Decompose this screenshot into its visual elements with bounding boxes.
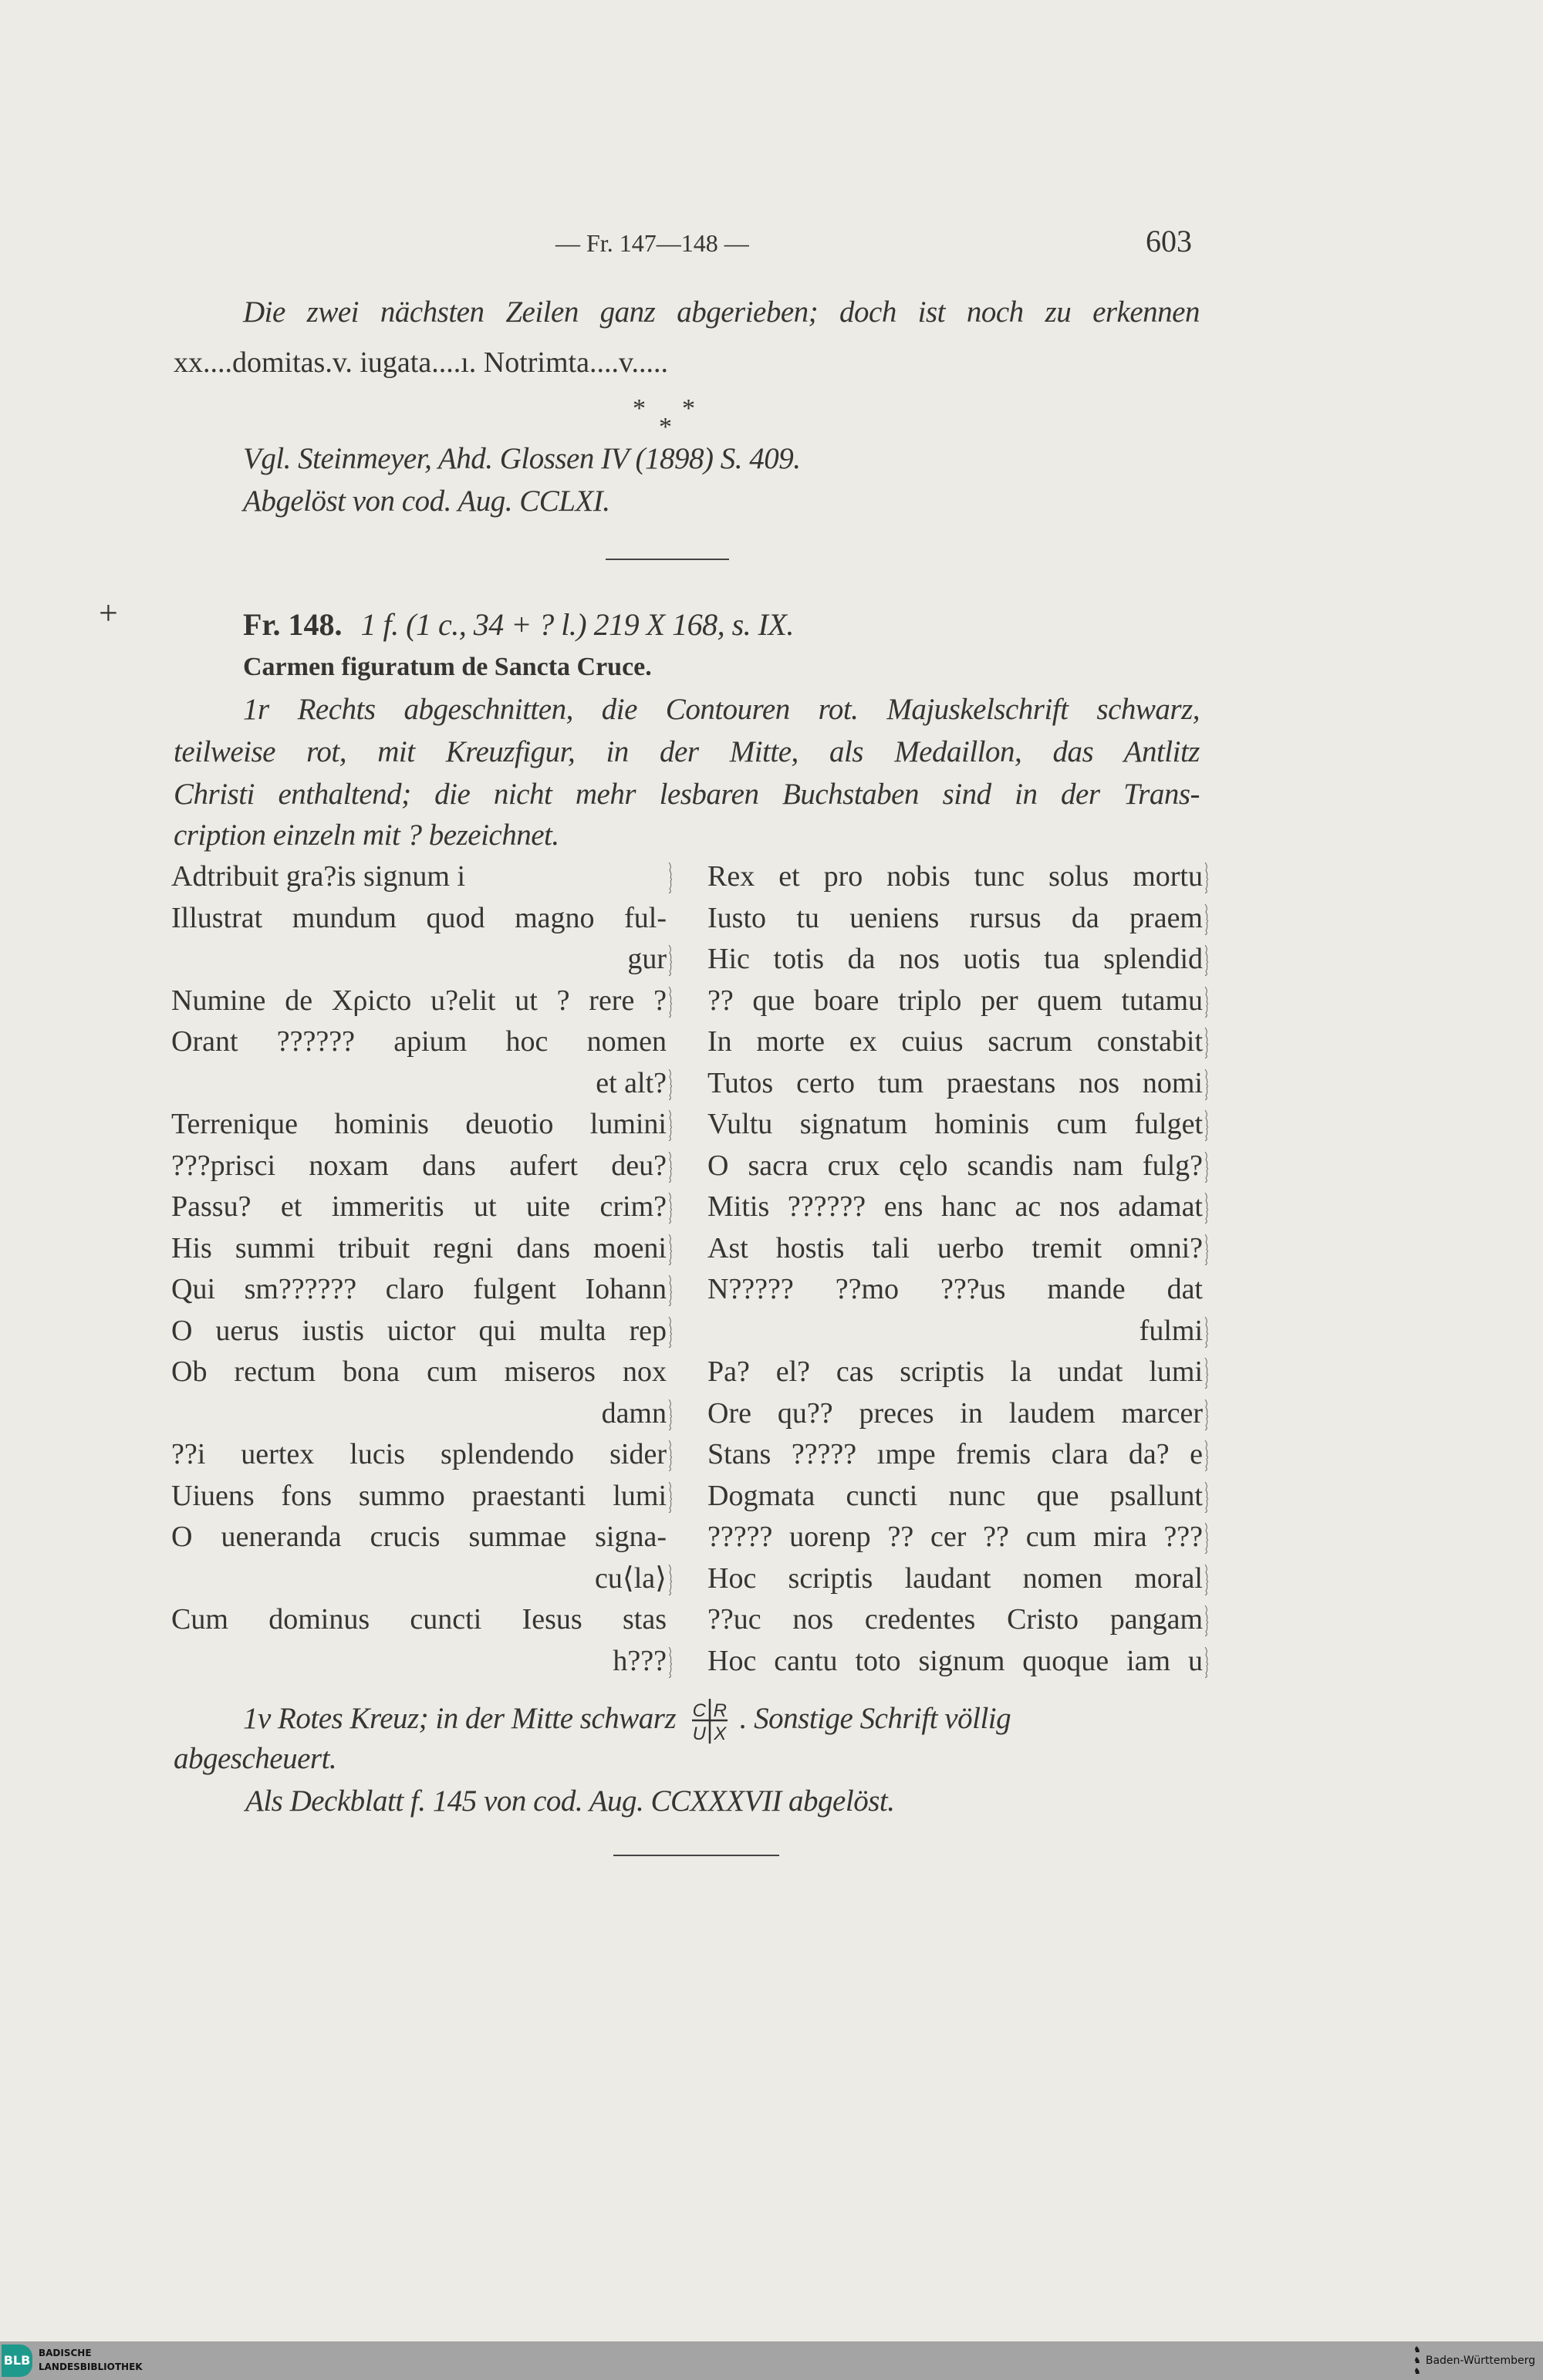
page-number: 603	[1146, 224, 1192, 258]
verso-text: 1v Rotes Kreuz; in der Mitte schwarz	[243, 1702, 677, 1735]
monogram-letter: R	[713, 1700, 727, 1721]
verse-line	[171, 1311, 673, 1352]
verse-line	[171, 981, 673, 1022]
verse-text: Hic totis da nos uotis tua splendid	[707, 943, 1203, 975]
cut-edge-brace-icon	[1204, 1565, 1209, 1595]
fr147-detached: Abgelöst von cod. Aug. CCLXI.	[243, 484, 610, 518]
fragment-detached: Als Deckblatt f. 145 von cod. Aug. CCXXXVII abgelöst.	[245, 1784, 895, 1818]
verse-text: Adtribuit gra?is signum i	[171, 860, 466, 893]
cut-edge-brace-icon	[668, 1152, 673, 1183]
verse-text: ??i uertex lucis splendendo sider	[171, 1438, 667, 1470]
cut-edge-brace-icon	[1204, 1152, 1209, 1183]
library-name-line: BADISCHE	[39, 2348, 92, 2358]
verse-text: Uiuens fons summo praestanti lumi	[171, 1479, 667, 1512]
verse-line	[171, 1063, 673, 1105]
cut-edge-brace-icon	[668, 1110, 673, 1141]
verse-text: Qui sm?????? claro fulgent Iohann	[171, 1273, 667, 1305]
verse-text: ????? uorenp ?? cer ?? cum mira ???	[707, 1521, 1203, 1553]
section-divider	[613, 1855, 779, 1856]
cut-edge-brace-icon	[1204, 1482, 1209, 1513]
cut-edge-brace-icon	[1204, 1358, 1209, 1389]
verse-text: ???prisci noxam dans aufert deu?	[171, 1149, 667, 1182]
verse-line	[171, 1269, 673, 1311]
monogram-letter: C	[692, 1700, 706, 1721]
running-title: — Fr. 147—148 —	[555, 229, 749, 257]
fragment-physical: 1 f. (1 c., 34 + ? l.) 219 X 168, s. IX.	[360, 607, 794, 642]
cut-edge-brace-icon	[1204, 904, 1209, 935]
cut-edge-brace-icon	[668, 987, 673, 1018]
verse-text: Hoc scriptis laudant nomen moral	[707, 1561, 1203, 1595]
verse-text: Ore qu?? preces in laudem marcer	[707, 1396, 1203, 1430]
fragment-title: Carmen figuratum de Sancta Cruce.	[243, 653, 652, 681]
description-line: Christi enthaltend; die nicht mehr lesbaren Buchstaben sind in der Trans-	[174, 778, 1200, 811]
cut-edge-brace-icon	[668, 1193, 673, 1224]
verse-text: gur	[627, 943, 667, 975]
verso-text-cont: abgescheuert.	[174, 1742, 337, 1775]
verse-text: damn	[601, 1396, 667, 1430]
verse-text: Mitis ?????? ens hanc ac nos adamat	[707, 1190, 1203, 1223]
verse-line	[171, 1434, 673, 1476]
verse-text: Numine de Xρicto u?elit ut ? rere ?	[171, 984, 667, 1017]
verse-text: Ast hostis tali uerbo tremit omni?	[707, 1231, 1203, 1264]
verse-text: In morte ex cuius sacrum constabit	[707, 1025, 1203, 1058]
cut-edge-brace-icon	[668, 1399, 673, 1430]
cut-edge-brace-icon	[1204, 987, 1209, 1018]
verse-text: Dogmata cuncti nunc que psallunt	[707, 1479, 1203, 1512]
description-line: cription einzeln mit ? bezeichnet.	[174, 819, 559, 852]
margin-mark: +	[99, 594, 118, 632]
transcription-right-column	[707, 856, 1209, 1682]
verse-line	[707, 1311, 1209, 1352]
verse-text: cu⟨la⟩	[595, 1561, 667, 1595]
verse-text: Vultu signatum hominis cum fulget	[707, 1108, 1203, 1140]
cut-edge-brace-icon	[668, 1069, 673, 1100]
asterisk: *	[659, 413, 672, 441]
verse-line	[707, 1434, 1209, 1476]
cut-edge-brace-icon	[1204, 863, 1209, 893]
verse-text: ??uc nos credentes Cristo pangam	[707, 1603, 1203, 1636]
cut-edge-brace-icon	[1204, 1399, 1209, 1430]
description-line: teilweise rot, mit Kreuzfigur, in der Mitte, als Medaillon, das Antlitz	[174, 735, 1200, 768]
verse-line	[171, 1146, 673, 1187]
section-divider	[606, 559, 729, 560]
verse-text: Tutos certo tum praestans nos nomi	[707, 1066, 1203, 1099]
verse-line	[171, 1393, 673, 1435]
cut-edge-brace-icon	[1204, 1440, 1209, 1471]
verse-text: Hoc cantu toto signum quoque iam u	[707, 1644, 1203, 1677]
verse-line	[171, 1187, 673, 1228]
verse-line	[171, 1228, 673, 1270]
cut-edge-brace-icon	[1204, 1605, 1209, 1636]
cut-edge-brace-icon	[1204, 1069, 1209, 1100]
verse-line	[707, 1187, 1209, 1228]
library-name	[39, 2346, 143, 2374]
verse-text: O ueneranda crucis summae signa-	[171, 1521, 667, 1553]
cut-edge-brace-icon	[668, 1234, 673, 1265]
cut-edge-brace-icon	[1204, 1647, 1209, 1678]
cut-edge-brace-icon	[1204, 1193, 1209, 1224]
cut-edge-brace-icon	[1204, 1028, 1209, 1058]
fragment-number: Fr. 148.	[243, 607, 343, 642]
cut-edge-brace-icon	[1204, 1110, 1209, 1141]
verso-description	[243, 1697, 1011, 1745]
cut-edge-brace-icon	[668, 863, 673, 893]
cut-edge-brace-icon	[668, 1482, 673, 1513]
verse-text: Illustrat mundum quod magno ful-	[171, 901, 667, 934]
verse-line	[707, 1517, 1209, 1558]
verse-text: O uerus iustis uictor qui multa rep	[171, 1314, 667, 1347]
verse-line	[707, 1269, 1209, 1311]
verse-line	[707, 1063, 1209, 1105]
state-logo[interactable]	[1413, 2341, 1535, 2380]
verse-line	[707, 1146, 1209, 1187]
verse-text: Pa? el? cas scriptis la undat lumi	[707, 1355, 1203, 1388]
verse-text: Orant ?????? apium hoc nomen	[171, 1025, 667, 1058]
verse-line	[707, 1476, 1209, 1517]
cut-edge-brace-icon	[1204, 945, 1209, 976]
verse-text: Passu? et immeritis ut uite crim?	[171, 1190, 667, 1223]
blb-logo[interactable]: BLB	[2, 2345, 32, 2377]
verse-line	[707, 1558, 1209, 1600]
verse-line	[171, 939, 673, 981]
verse-text: fulmi	[1139, 1314, 1203, 1347]
verse-text: Stans ????? ımpe fremis clara da? e	[707, 1438, 1203, 1470]
crux-monogram-icon	[689, 1697, 731, 1745]
fr147-reading: xx....domitas.v. iugata....ı. Notrimta....v.....	[174, 346, 668, 379]
cut-edge-brace-icon	[668, 1275, 673, 1306]
cut-edge-brace-icon	[668, 1317, 673, 1348]
verse-line	[171, 1599, 673, 1641]
verse-text: Terrenique hominis deuotio lumini	[171, 1108, 667, 1140]
verse-line	[171, 1476, 673, 1517]
cut-edge-brace-icon	[1204, 1523, 1209, 1554]
verse-line	[707, 1104, 1209, 1146]
verse-line	[707, 856, 1209, 898]
cut-edge-brace-icon	[668, 1647, 673, 1678]
description-line: 1r Rechts abgeschnitten, die Contouren rot. Majuskelschrift schwarz,	[243, 693, 1200, 726]
library-name-line: LANDESBIBLIOTHEK	[39, 2361, 143, 2372]
verse-text: Cum dominus cuncti Iesus stas	[171, 1603, 667, 1636]
verse-line	[171, 1104, 673, 1146]
asterisk: *	[633, 394, 646, 423]
verse-line	[171, 1558, 673, 1600]
verse-line	[707, 1021, 1209, 1063]
fragment-heading	[243, 606, 794, 644]
cut-edge-brace-icon	[668, 945, 673, 976]
verse-text: h???	[613, 1644, 667, 1677]
verse-line	[707, 939, 1209, 981]
verse-line	[171, 856, 673, 898]
monogram-letter: U	[692, 1723, 706, 1744]
cut-edge-brace-icon	[668, 1440, 673, 1471]
verse-line	[171, 1021, 673, 1063]
lions-icon: ♞ ♞ ♞	[1413, 2345, 1421, 2376]
verse-line	[171, 898, 673, 940]
footer-bar	[0, 2341, 1543, 2380]
fr147-note: Die zwei nächsten Zeilen ganz abgerieben; doch ist noch zu erkennen	[243, 295, 1200, 329]
verse-line	[171, 1517, 673, 1558]
verse-line	[707, 898, 1209, 940]
verse-line	[707, 1599, 1209, 1641]
verse-text: ?? que boare triplo per quem tutamu	[707, 984, 1203, 1017]
verse-text: Rex et pro nobis tunc solus mortu	[707, 860, 1203, 893]
cut-edge-brace-icon	[668, 1565, 673, 1595]
fr147-reference: Vgl. Steinmeyer, Ahd. Glossen IV (1898) S. 409.	[243, 442, 801, 475]
cut-edge-brace-icon	[1204, 1317, 1209, 1348]
cut-edge-brace-icon	[1204, 1234, 1209, 1265]
verse-text: et alt?	[596, 1066, 667, 1099]
verse-text: His summi tribuit regni dans moeni	[171, 1231, 667, 1264]
state-name: Baden-Württemberg	[1425, 2355, 1535, 2367]
verse-line	[171, 1352, 673, 1393]
verse-line	[707, 981, 1209, 1022]
verse-line	[171, 1641, 673, 1683]
verse-line	[707, 1641, 1209, 1683]
verse-text: Ob rectum bona cum miseros nox	[171, 1355, 667, 1388]
verse-text: N????? ??mo ???us mande dat	[707, 1273, 1203, 1305]
verse-text: Iusto tu ueniens rursus da praem	[707, 901, 1203, 934]
transcription-left-column	[171, 856, 673, 1682]
verse-line	[707, 1228, 1209, 1270]
verse-line	[707, 1393, 1209, 1435]
verso-text: . Sonstige Schrift völlig	[739, 1702, 1011, 1735]
monogram-letter: X	[714, 1723, 727, 1744]
verse-line	[707, 1352, 1209, 1393]
asterisk: *	[682, 394, 695, 423]
verse-text: O sacra crux cęlo scandis nam fulg?	[707, 1149, 1203, 1182]
